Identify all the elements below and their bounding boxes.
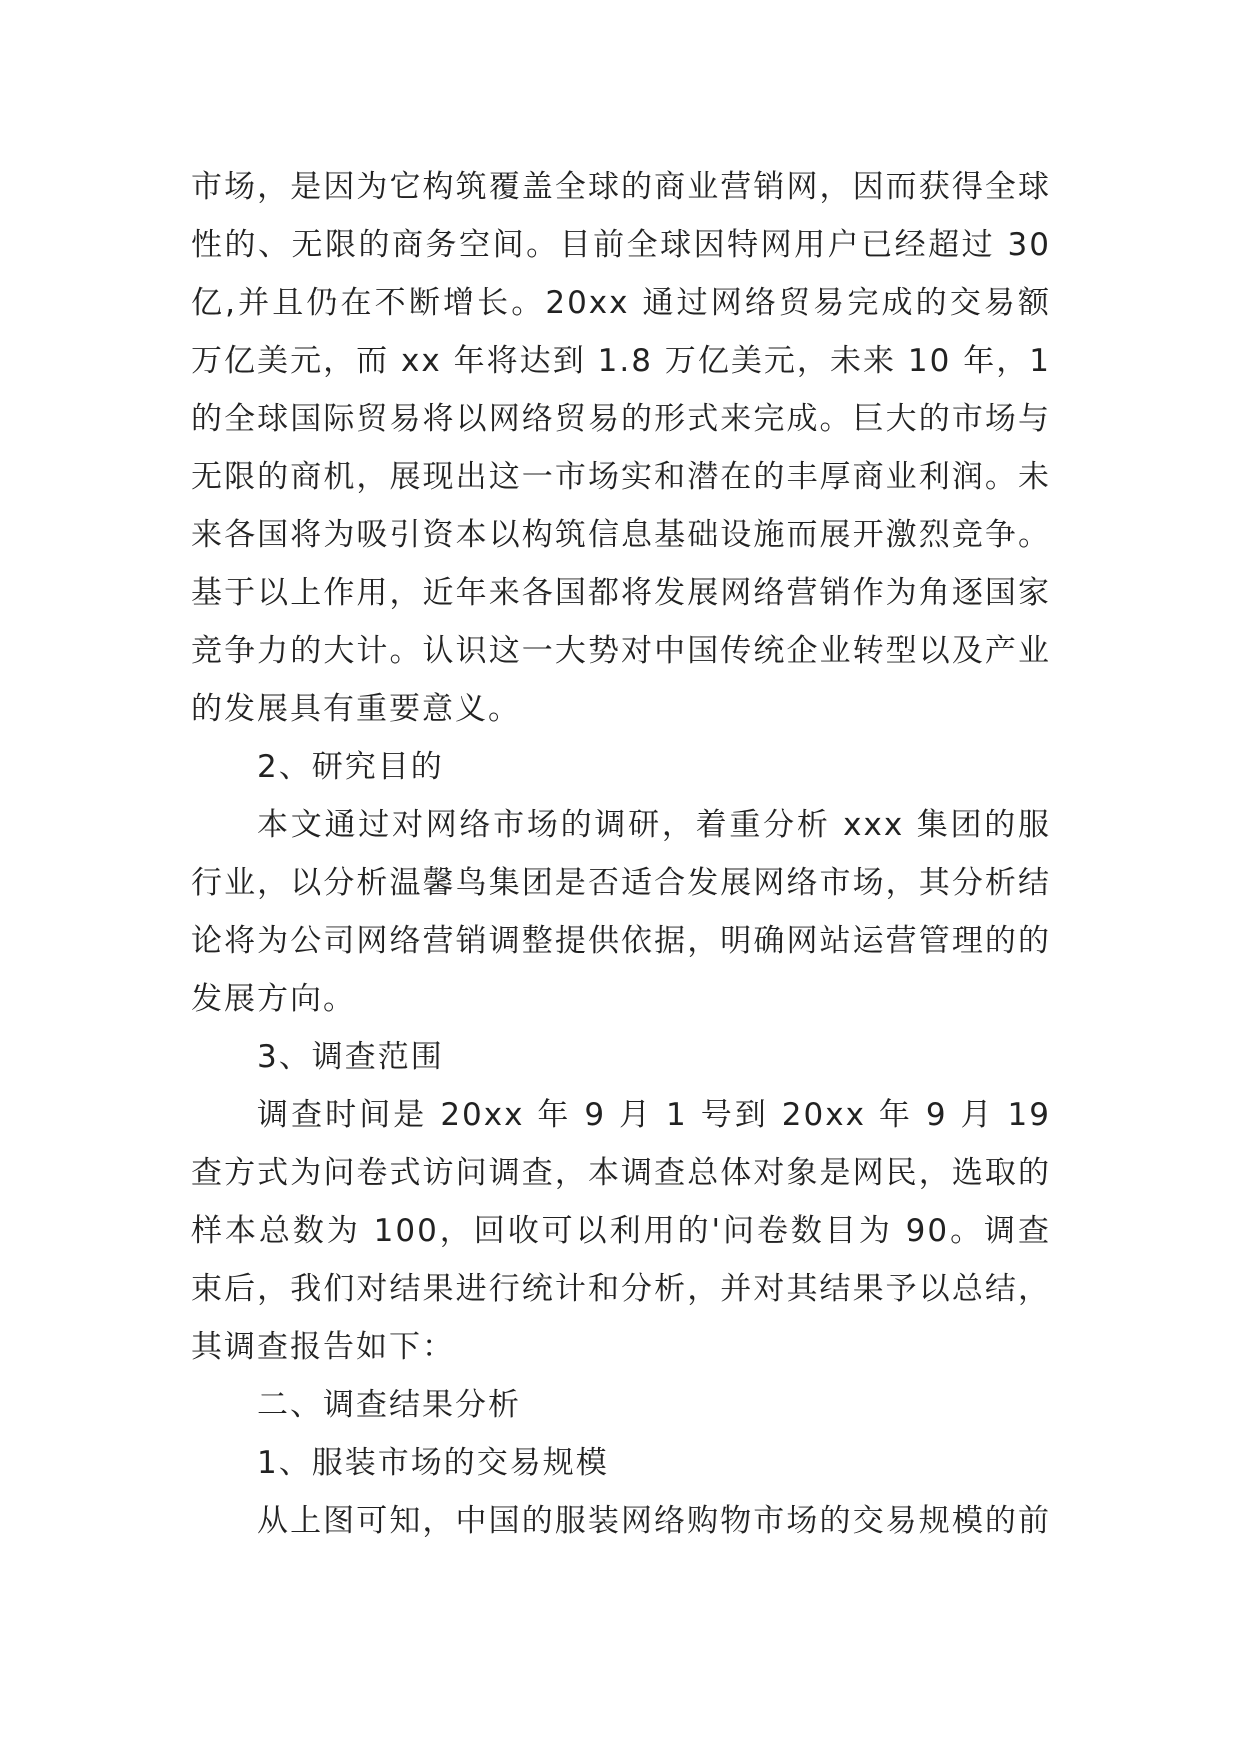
paragraph-line: 调查时间是 20xx 年 9 月 1 号到 20xx 年 9 月 19 xyxy=(257,1097,1051,1133)
paragraph-line: 无限的商机，展现出这一市场实和潜在的丰厚商业利润。未 xyxy=(191,459,1051,495)
paragraph-line: 来各国将为吸引资本以构筑信息基础设施而展开激烈竞争。 xyxy=(191,517,1051,553)
paragraph-line: 样本总数为 100，回收可以利用的'问卷数目为 90。调查 xyxy=(191,1213,1051,1249)
paragraph-line: 基于以上作用，近年来各国都将发展网络营销作为角逐国家 xyxy=(191,575,1051,611)
paragraph-line: 本文通过对网络市场的调研，着重分析 xxx 集团的服 xyxy=(257,807,1051,843)
paragraph-line: 性的、无限的商务空间。目前全球因特网用户已经超过 30 xyxy=(191,227,1051,263)
section-heading: 2、研究目的 xyxy=(257,749,444,785)
paragraph-line: 万亿美元，而 xx 年将达到 1.8 万亿美元，未来 10 年，1 xyxy=(191,343,1051,379)
section-heading: 二、调查结果分析 xyxy=(257,1387,521,1423)
paragraph-line: 其调查报告如下： xyxy=(191,1329,455,1365)
section-heading: 3、调查范围 xyxy=(257,1039,444,1075)
paragraph-line: 从上图可知，中国的服装网络购物市场的交易规模的前 xyxy=(257,1503,1051,1539)
paragraph-line: 发展方向。 xyxy=(191,981,356,1017)
paragraph-line: 束后，我们对结果进行统计和分析，并对其结果予以总结， xyxy=(191,1271,1051,1307)
paragraph-line: 竞争力的大计。认识这一大势对中国传统企业转型以及产业 xyxy=(191,633,1051,669)
paragraph-line: 市场，是因为它构筑覆盖全球的商业营销网，因而获得全球 xyxy=(191,169,1051,205)
paragraph-line: 的发展具有重要意义。 xyxy=(191,691,521,727)
paragraph-line: 的全球国际贸易将以网络贸易的形式来完成。巨大的市场与 xyxy=(191,401,1051,437)
paragraph-line: 论将为公司网络营销调整提供依据，明确网站运营管理的的 xyxy=(191,923,1051,959)
paragraph-line: 行业，以分析温馨鸟集团是否适合发展网络市场，其分析结 xyxy=(191,865,1051,901)
paragraph-line: 查方式为问卷式访问调查，本调查总体对象是网民，选取的 xyxy=(191,1155,1051,1191)
paragraph-line: 亿,并且仍在不断增长。20xx 通过网络贸易完成的交易额 xyxy=(191,285,1051,321)
section-heading: 1、服装市场的交易规模 xyxy=(257,1445,609,1481)
document-body xyxy=(191,158,1051,1550)
